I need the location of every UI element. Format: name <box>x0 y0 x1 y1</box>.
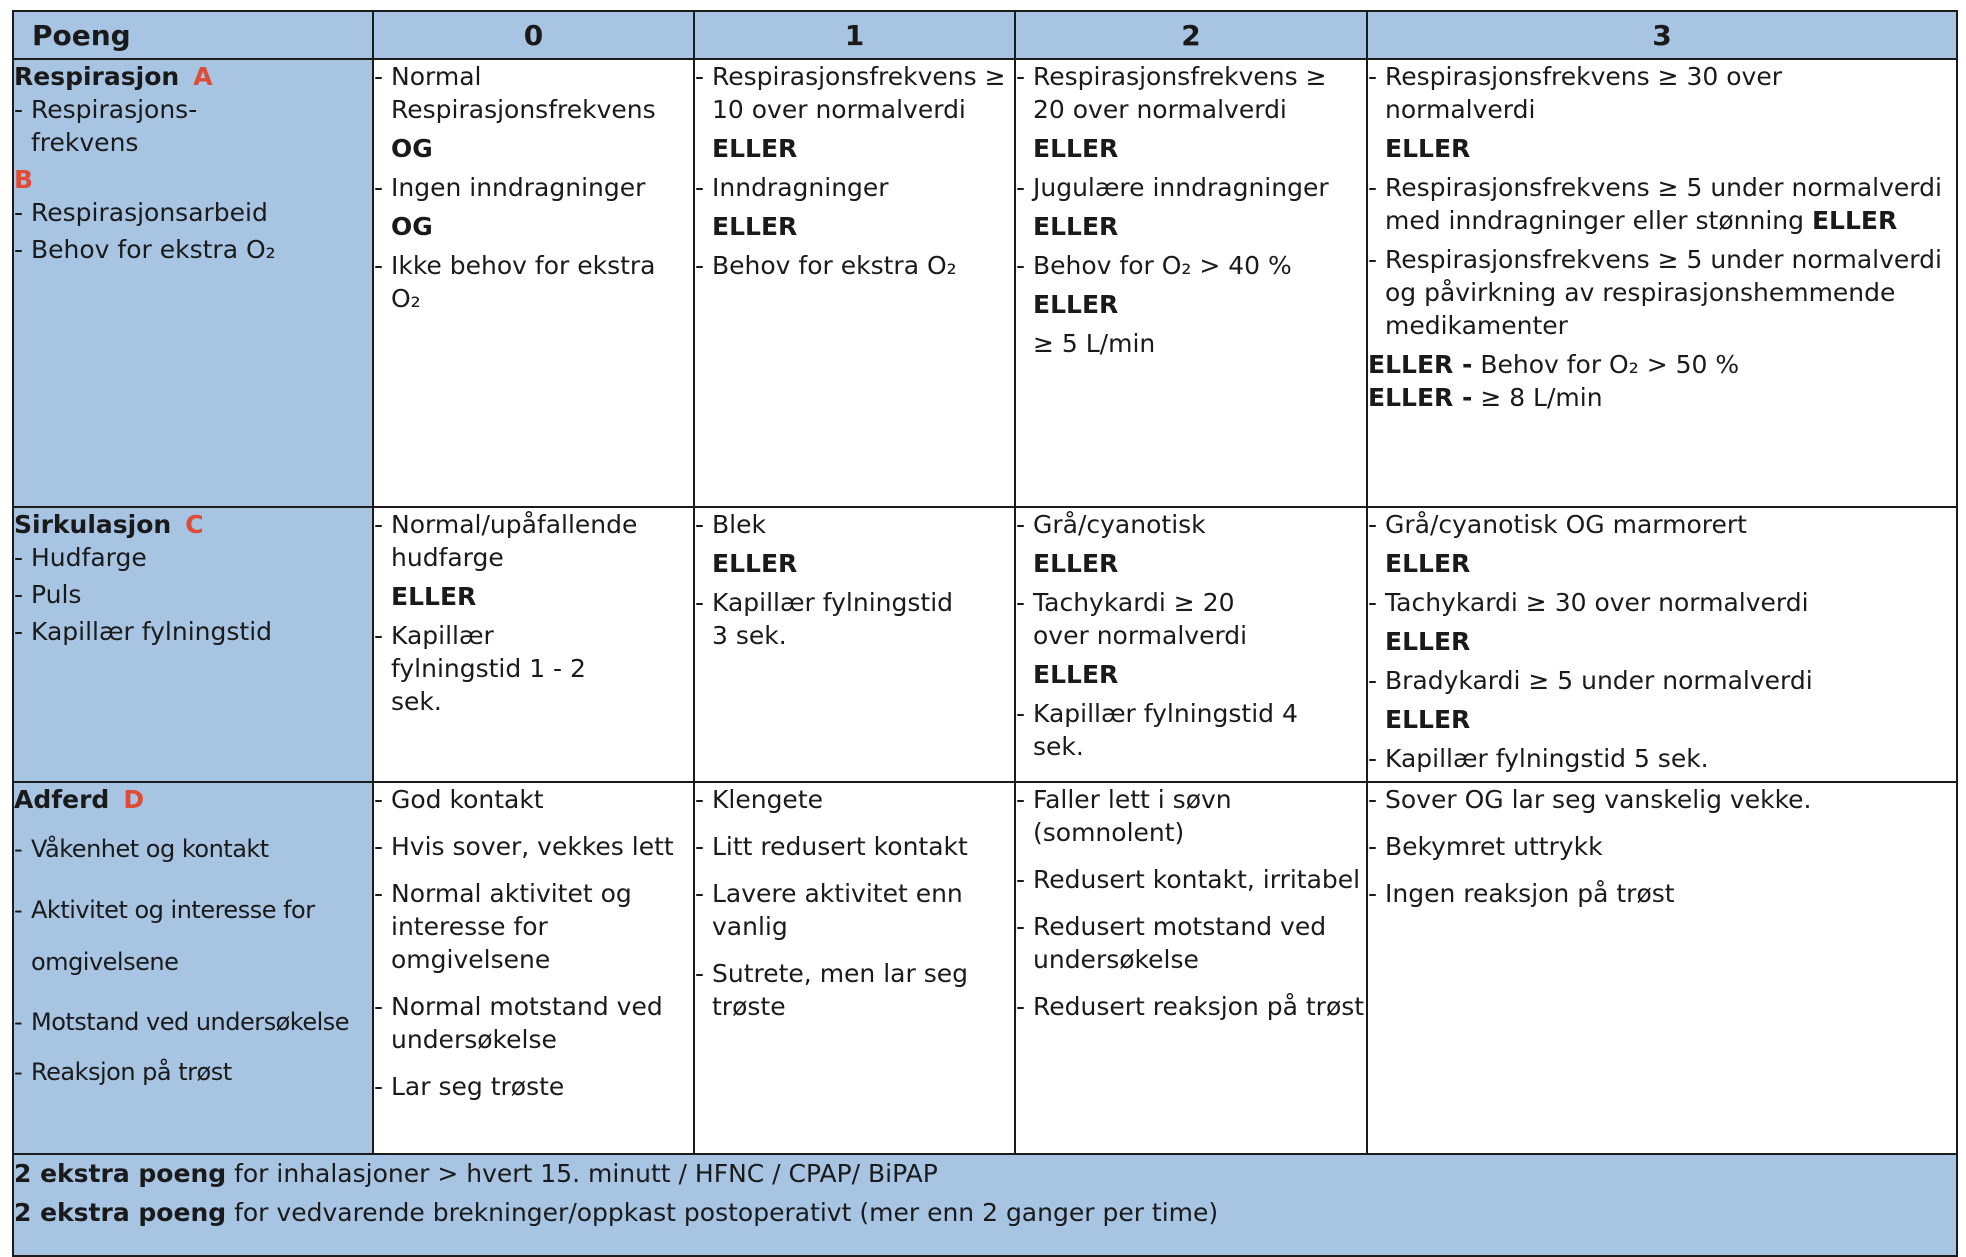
letter-a: A <box>193 62 213 91</box>
behavior-item-alertness: - Våkenhet og kontakt <box>14 835 269 863</box>
list-item: - Tachykardi ≥ 30 over normalverdi <box>1368 588 1809 617</box>
score-table <box>12 10 1958 1257</box>
list-item: - Kapillær fylningstid 5 sek. <box>1368 744 1709 773</box>
header-score-1: 1 <box>694 11 1015 59</box>
list-item: - Kapillær fylningstid 4 sek. <box>1016 699 1298 761</box>
list-item: - Bradykardi ≥ 5 under normalverdi <box>1368 666 1813 695</box>
behavior-item-comfort: - Reaksjon på trøst <box>14 1057 232 1086</box>
operator-eller: ELLER <box>1385 627 1471 656</box>
header-score-0: 0 <box>373 11 694 59</box>
list-item: - Kapillær fylningstid 3 sek. <box>695 588 954 650</box>
list-item: - Lar seg trøste <box>374 1072 565 1101</box>
list-item: - Ingen reaksjon på trøst <box>1368 879 1675 908</box>
list-item: - Behov for ekstra O₂ <box>695 251 957 280</box>
respiration-score-0 <box>373 59 694 507</box>
list-item: - Ingen inndragninger <box>374 173 646 202</box>
list-item: - Jugulære inndragninger <box>1016 173 1329 202</box>
operator-eller: ELLER <box>1033 290 1119 319</box>
list-item: - Inndragninger <box>695 173 889 202</box>
operator-eller: ELLER <box>1033 134 1119 163</box>
operator-eller: ELLER <box>712 212 798 241</box>
list-item: - Tachykardi ≥ 20 over normalverdi <box>1016 588 1248 650</box>
behavior-score-0 <box>373 782 694 1154</box>
behavior-label-cell <box>13 782 373 1154</box>
list-item: - Klengete <box>695 785 823 814</box>
list-item: - Respirasjonsfrekvens ≥ 10 over normalverdi <box>695 62 1006 124</box>
list-item: - Normal Respirasjonsfrekvens <box>374 62 656 124</box>
list-item: - Blek <box>695 510 766 539</box>
list-item: - Normal/upåfallende hudfarge <box>374 510 638 572</box>
list-item: - Lavere aktivitet enn vanlig <box>695 879 963 941</box>
list-item: - Redusert kontakt, irritabel <box>1016 865 1361 894</box>
letter-b: B <box>14 165 34 194</box>
respiration-row <box>13 59 1957 507</box>
operator-eller: ELLER <box>391 582 477 611</box>
list-item: - Grå/cyanotisk <box>1016 510 1206 539</box>
list-item: - Hvis sover, vekkes lett <box>374 832 674 861</box>
operator-og: OG <box>391 212 433 241</box>
operator-eller: ELLER <box>1385 134 1471 163</box>
behavior-row <box>13 782 1957 1154</box>
respiration-score-3 <box>1367 59 1957 507</box>
list-item: - Grå/cyanotisk OG marmorert <box>1368 510 1747 539</box>
operator-eller: ELLER <box>1385 549 1471 578</box>
operator-eller: ELLER <box>1033 212 1119 241</box>
letter-d: D <box>123 785 145 814</box>
circulation-title-line <box>14 508 372 541</box>
respiration-item-frequency: - Respirasjons-frekvens <box>14 95 198 157</box>
behavior-score-2 <box>1015 782 1367 1154</box>
list-item: - Normal motstand ved undersøkelse <box>374 992 663 1054</box>
list-item: - God kontakt <box>374 785 544 814</box>
respiration-item-work: - Respirasjonsarbeid <box>14 198 268 227</box>
respiration-score-1 <box>694 59 1015 507</box>
circulation-title: Sirkulasjon <box>14 510 172 539</box>
circulation-score-2 <box>1015 507 1367 782</box>
list-item: - Sover OG lar seg vanskelig vekke. <box>1368 785 1812 814</box>
behavior-score-3 <box>1367 782 1957 1154</box>
circulation-item-pulse: - Puls <box>14 580 82 609</box>
circulation-row <box>13 507 1957 782</box>
flow-value: ≥ 5 L/min <box>1033 329 1156 358</box>
list-item: - Faller lett i søvn (somnolent) <box>1016 785 1232 847</box>
operator-eller: ELLER <box>1385 705 1471 734</box>
operator-eller: ELLER <box>712 134 798 163</box>
circulation-item-capillary: - Kapillær fylningstid <box>14 617 273 646</box>
circulation-item-skin: - Hudfarge <box>14 543 147 572</box>
respiration-score-2 <box>1015 59 1367 507</box>
behavior-item-resistance: - Motstand ved undersøkelse <box>14 1008 350 1037</box>
respiration-title-line <box>14 60 372 93</box>
behavior-title: Adferd <box>14 785 110 814</box>
circulation-score-3 <box>1367 507 1957 782</box>
footer-line-vomiting: 2 ekstra poeng for vedvarende brekninger/oppkast postoperativt (mer enn 2 ganger per time) <box>14 1197 1219 1227</box>
list-item: - Bekymret uttrykk <box>1368 832 1603 861</box>
footer-row <box>13 1154 1957 1256</box>
list-item: - Normal aktivitet og interesse for omgivelsene <box>374 879 632 974</box>
circulation-score-1 <box>694 507 1015 782</box>
respiration-label-cell <box>13 59 373 507</box>
list-item: - Respirasjonsfrekvens ≥ 5 under normalverdi og påvirkning av respirasjonshemmende medikamenter <box>1368 245 1942 340</box>
list-item: - Respirasjonsfrekvens ≥ 20 over normalverdi <box>1016 62 1327 124</box>
footer-cell <box>13 1154 1957 1256</box>
behavior-title-line <box>14 783 372 816</box>
list-item: - Behov for O₂ > 40 % <box>1016 251 1292 280</box>
footer-line-inhalation: 2 ekstra poeng for inhalasjoner > hvert 15. minutt / HFNC / CPAP/ BiPAP <box>14 1159 938 1188</box>
respiration-item-oxygen: - Behov for ekstra O₂ <box>14 235 276 264</box>
header-poeng: Poeng <box>13 11 373 59</box>
behavior-item-activity: - Aktivitet og interesse for omgivelsene <box>14 895 315 977</box>
list-item: - Redusert motstand ved undersøkelse <box>1016 912 1327 974</box>
header-score-3: 3 <box>1367 11 1957 59</box>
list-item: - Litt redusert kontakt <box>695 832 968 861</box>
list-item: - Sutrete, men lar seg trøste <box>695 959 968 1021</box>
header-score-2: 2 <box>1015 11 1367 59</box>
list-item: - Ikke behov for ekstra O₂ <box>374 251 656 313</box>
respiration-title: Respirasjon <box>14 62 180 91</box>
list-item: - Respirasjonsfrekvens ≥ 30 over normalverdi <box>1368 62 1782 124</box>
circulation-score-0 <box>373 507 694 782</box>
behavior-score-1 <box>694 782 1015 1154</box>
operator-eller: ELLER <box>1033 660 1119 689</box>
flow-line: ELLER - ≥ 8 L/min <box>1368 383 1603 412</box>
list-item: - Respirasjonsfrekvens ≥ 5 under normalverdi med inndragninger eller stønning ELLER <box>1368 173 1942 235</box>
list-item: - Redusert reaksjon på trøst <box>1016 992 1365 1021</box>
operator-eller: ELLER <box>712 549 798 578</box>
circulation-label-cell <box>13 507 373 782</box>
list-item: - Kapillær fylningstid 1 - 2 sek. <box>374 621 586 716</box>
operator-og: OG <box>391 134 433 163</box>
operator-eller: ELLER <box>1033 549 1119 578</box>
header-row <box>13 11 1957 59</box>
oxygen-line: ELLER - Behov for O₂ > 50 % <box>1368 350 1740 379</box>
letter-c: C <box>185 510 204 539</box>
